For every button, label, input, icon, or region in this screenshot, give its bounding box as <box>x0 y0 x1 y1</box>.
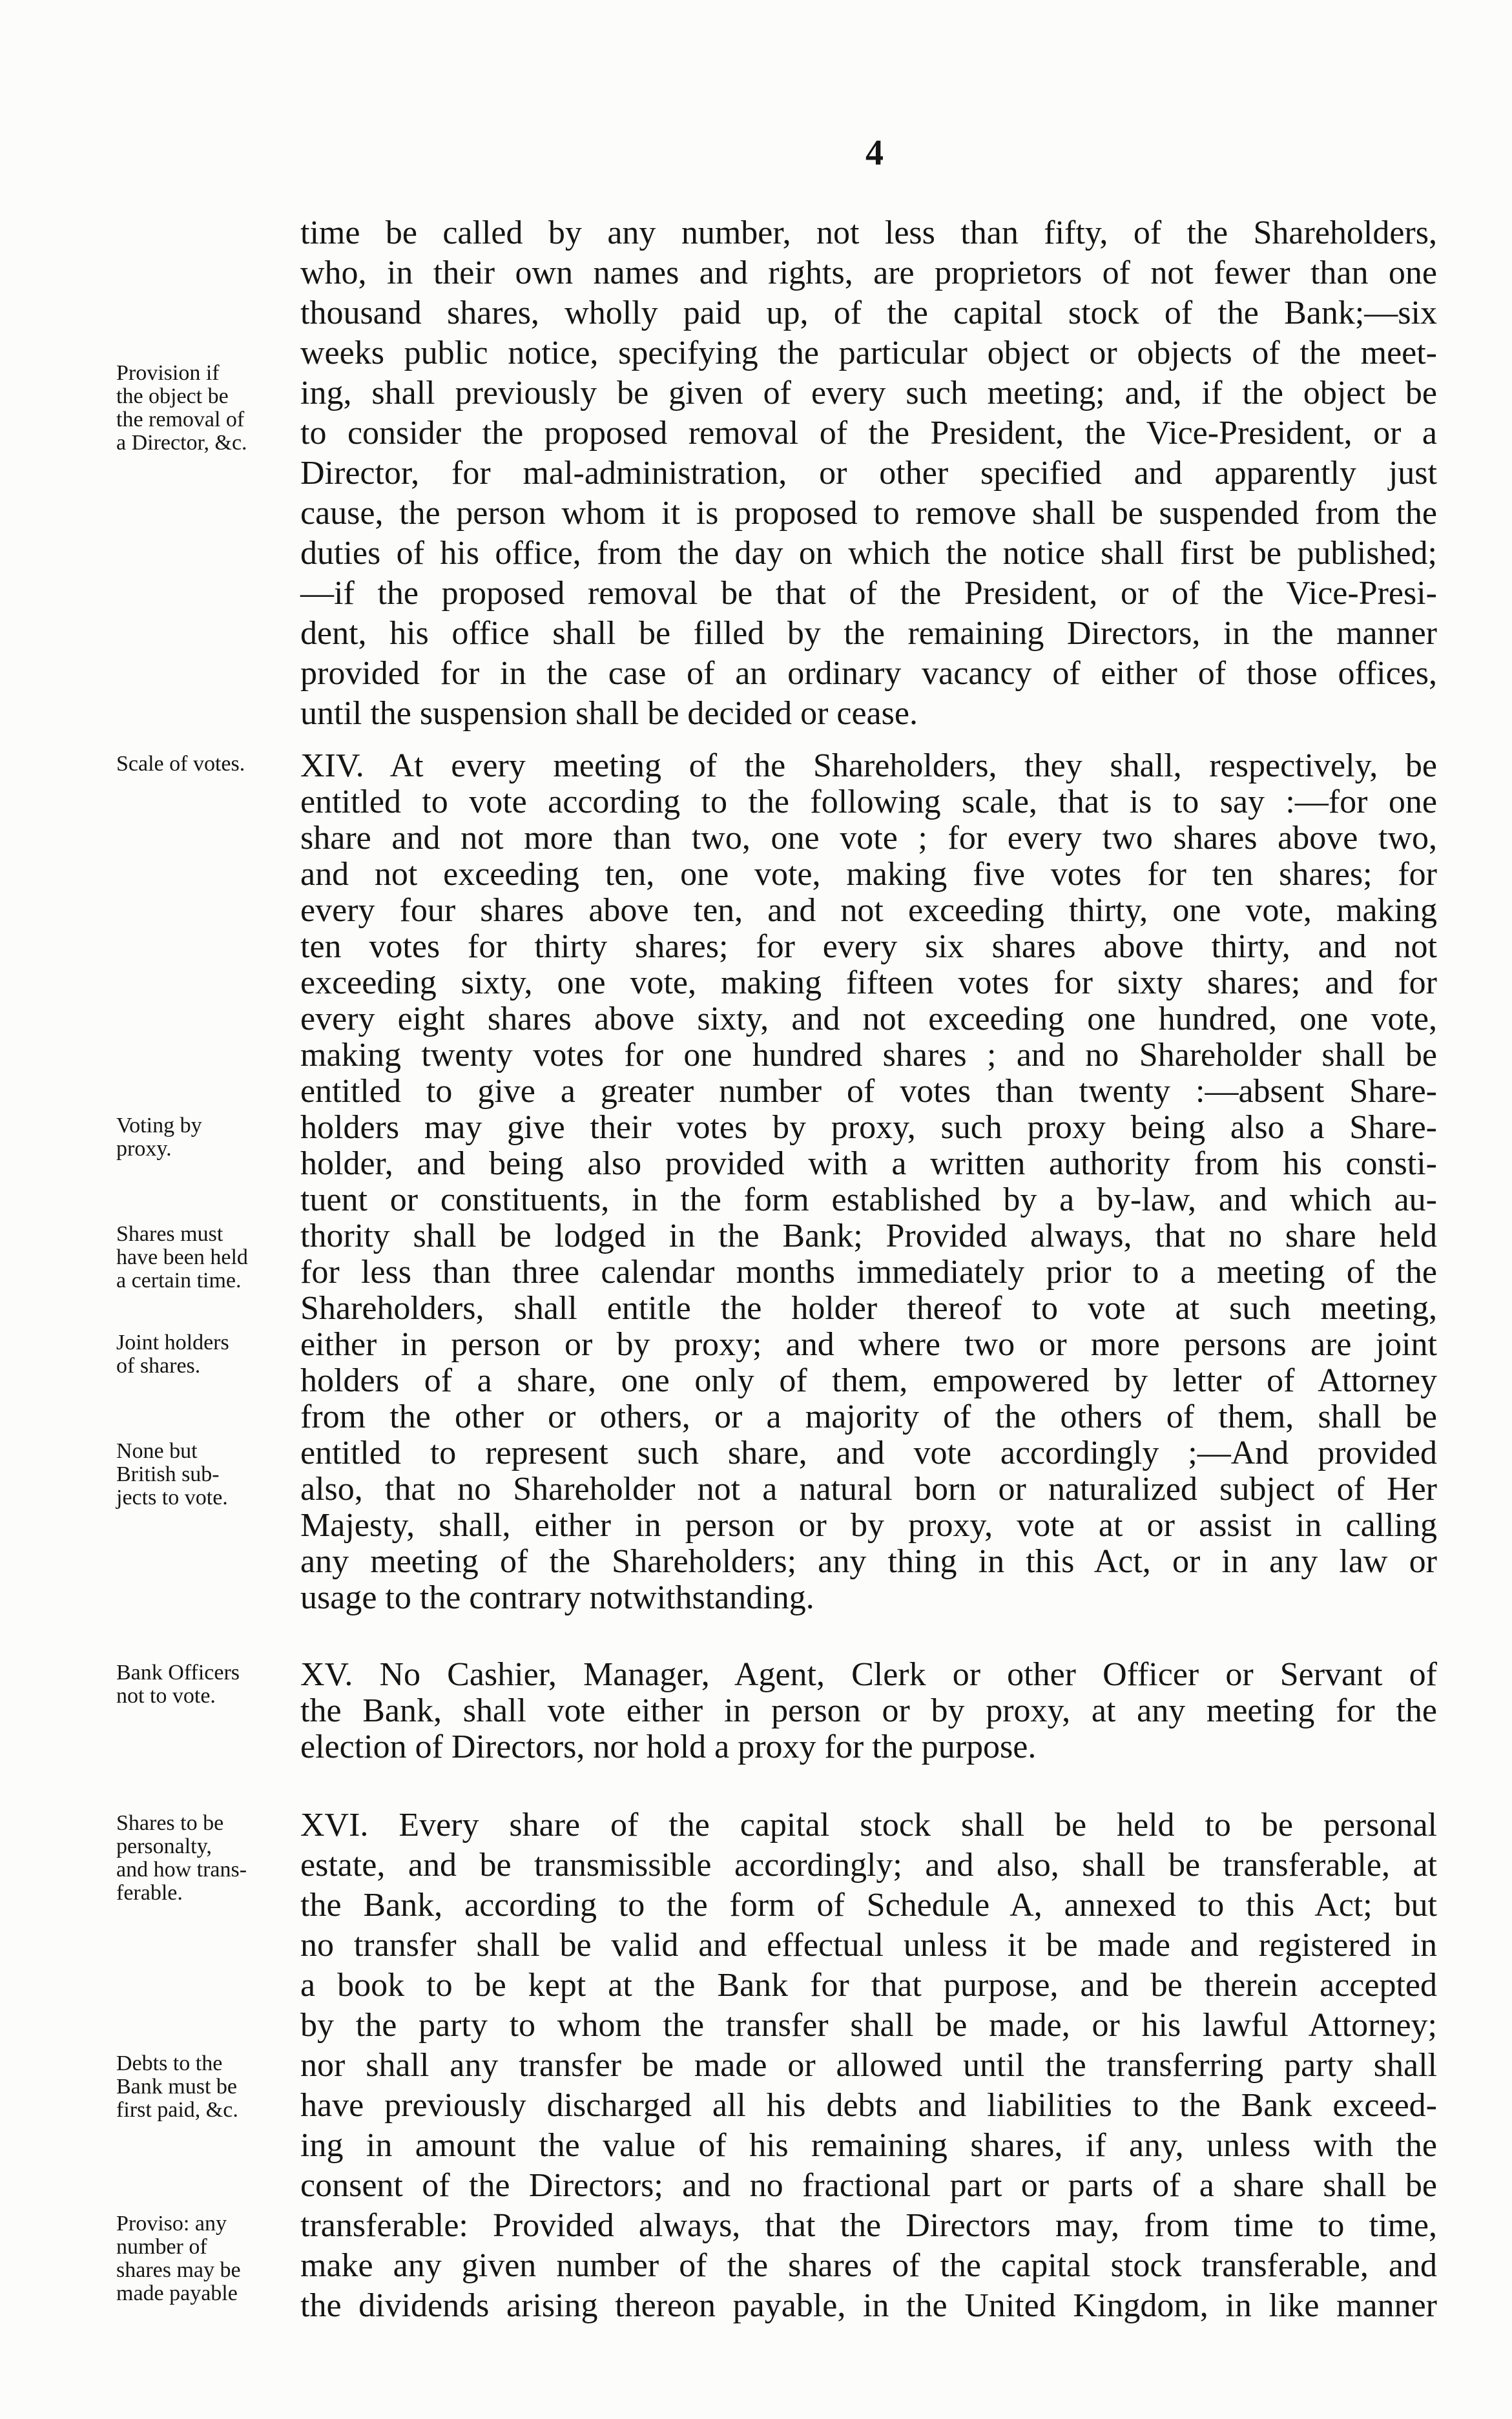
page-number: 4 <box>865 133 884 173</box>
text-line: entitled to represent such share, and vote accordingly ;—And provided <box>300 1435 1437 1471</box>
margin-note-line: ferable. <box>116 1881 183 1905</box>
text-line: the dividends arising thereon payable, in the United Kingdom, in like manner <box>300 2287 1437 2324</box>
text-line: the Bank, shall vote either in person or by proxy, at any meeting for the <box>300 1692 1437 1729</box>
text-line: to consider the proposed removal of the President, the Vice-President, or a <box>300 415 1437 452</box>
text-line: no transfer shall be valid and effectual unless it be made and registered in <box>300 1927 1437 1964</box>
text-line: and not exceeding ten, one vote, making five votes for ten shares; for <box>300 856 1437 893</box>
margin-note <box>116 1331 304 1378</box>
text-line: weeks public notice, specifying the particular object or objects of the meet- <box>300 335 1437 371</box>
text-line: exceeding sixty, one vote, making fifteen votes for sixty shares; and for <box>300 964 1437 1001</box>
text-line: entitled to vote according to the following scale, that is to say :—for one <box>300 784 1437 820</box>
margin-note-line: Voting by <box>116 1114 202 1137</box>
margin-note-line: of shares. <box>116 1354 201 1378</box>
margin-note <box>116 1812 304 1905</box>
text-line: either in person or by proxy; and where two or more persons are joint <box>300 1326 1437 1363</box>
margin-note-line: and how trans- <box>116 1858 247 1882</box>
margin-note-line: Shares to be <box>116 1811 224 1835</box>
text-line: cause, the person whom it is proposed to remove shall be suspended from the <box>300 495 1437 532</box>
margin-note-line: a certain time. <box>116 1269 242 1293</box>
margin-note-line: Debts to the <box>116 2051 223 2075</box>
text-line: entitled to give a greater number of votes than twenty :—absent Share- <box>300 1073 1437 1110</box>
text-line: ing, shall previously be given of every such meeting; and, if the object be <box>300 375 1437 411</box>
text-line: nor shall any transfer be made or allowed until the transferring party shall <box>300 2047 1437 2084</box>
text-line: XVI. Every share of the capital stock shall be held to be personal <box>300 1807 1437 1843</box>
margin-note <box>116 1223 304 1293</box>
text-line: every eight shares above sixty, and not exceeding one hundred, one vote, <box>300 1001 1437 1037</box>
text-line: make any given number of the shares of the capital stock transferable, and <box>300 2247 1437 2284</box>
text-line: until the suspension shall be decided or cease. <box>300 695 918 732</box>
margin-note-line: number of <box>116 2235 207 2259</box>
margin-note-line: the removal of <box>116 408 245 431</box>
text-line: thousand shares, wholly paid up, of the capital stock of the Bank;—six <box>300 295 1437 331</box>
text-line: share and not more than two, one vote ; for every two shares above two, <box>300 820 1437 857</box>
text-line: any meeting of the Shareholders; any thing in this Act, or in any law or <box>300 1543 1437 1580</box>
margin-note <box>116 753 304 776</box>
margin-note-line: Bank Officers <box>116 1661 240 1685</box>
text-line: also, that no Shareholder not a natural born or naturalized subject of Her <box>300 1471 1437 1508</box>
margin-note-line: personalty, <box>116 1834 212 1858</box>
margin-note-line: proxy. <box>116 1137 172 1161</box>
text-line: ten votes for thirty shares; for every six shares above thirty, and not <box>300 928 1437 965</box>
text-line: a book to be kept at the Bank for that purpose, and be therein accepted <box>300 1967 1437 2004</box>
margin-note <box>116 2212 304 2305</box>
text-line: making twenty votes for one hundred shares ; and no Shareholder shall be <box>300 1037 1437 1074</box>
margin-note <box>116 1661 304 1708</box>
text-line: provided for in the case of an ordinary vacancy of either of those offices, <box>300 655 1437 692</box>
text-line: holders of a share, one only of them, empowered by letter of Attorney <box>300 1362 1437 1399</box>
text-line: XV. No Cashier, Manager, Agent, Clerk or other Officer or Servant of <box>300 1656 1437 1693</box>
margin-note-line: British sub- <box>116 1462 220 1486</box>
text-line: duties of his office, from the day on which the notice shall first be published; <box>300 535 1437 572</box>
margin-note <box>116 362 304 455</box>
text-line: every four shares above ten, and not exceeding thirty, one vote, making <box>300 892 1437 929</box>
text-line: XIV. At every meeting of the Shareholders, they shall, respectively, be <box>300 747 1437 784</box>
text-line: estate, and be transmissible accordingly; and also, shall be transferable, at <box>300 1847 1437 1884</box>
text-line: transferable: Provided always, that the Directors may, from time to time, <box>300 2207 1437 2244</box>
margin-note-line: have been held <box>116 1245 248 1269</box>
text-line: thority shall be lodged in the Bank; Provided always, that no share held <box>300 1218 1437 1254</box>
margin-note-line: Shares must <box>116 1222 223 1246</box>
text-line: ing in amount the value of his remaining shares, if any, unless with the <box>300 2127 1437 2164</box>
margin-note-line: None but <box>116 1439 198 1463</box>
text-line: from the other or others, or a majority of the others of them, shall be <box>300 1398 1437 1435</box>
margin-note-line: Bank must be <box>116 2075 237 2099</box>
text-line: holders may give their votes by proxy, such proxy being also a Share- <box>300 1109 1437 1146</box>
margin-note-line: made payable <box>116 2281 238 2305</box>
margin-note-line: jects to vote. <box>116 1486 228 1510</box>
text-line: consent of the Directors; and no fractional part or parts of a share shall be <box>300 2167 1437 2204</box>
text-line: Director, for mal-administration, or other specified and apparently just <box>300 455 1437 492</box>
margin-note <box>116 2052 304 2122</box>
margin-note-line: Provision if <box>116 361 220 385</box>
text-line: the Bank, according to the form of Schedule A, annexed to this Act; but <box>300 1887 1437 1924</box>
text-line: election of Directors, nor hold a proxy for the purpose. <box>300 1729 1037 1765</box>
text-line: Majesty, shall, either in person or by proxy, vote at or assist in calling <box>300 1507 1437 1544</box>
text-line: have previously discharged all his debts and liabilities to the Bank exceed- <box>300 2087 1437 2124</box>
text-line: Shareholders, shall entitle the holder thereof to vote at such meeting, <box>300 1290 1437 1327</box>
text-line: —if the proposed removal be that of the President, or of the Vice-Presi- <box>300 575 1437 612</box>
text-line: holder, and being also provided with a written authority from his consti- <box>300 1145 1437 1182</box>
margin-note-line: a Director, &c. <box>116 431 247 455</box>
text-line: dent, his office shall be filled by the remaining Directors, in the manner <box>300 615 1437 652</box>
margin-note <box>116 1440 304 1510</box>
margin-note-line: not to vote. <box>116 1684 216 1708</box>
text-line: tuent or constituents, in the form established by a by-law, and which au- <box>300 1181 1437 1218</box>
margin-note-line: Scale of votes. <box>116 752 245 776</box>
margin-note-line: first paid, &c. <box>116 2098 238 2122</box>
margin-note-line: Proviso: any <box>116 2212 227 2236</box>
text-line: by the party to whom the transfer shall be made, or his lawful Attorney; <box>300 2007 1437 2044</box>
margin-note-line: shares may be <box>116 2258 241 2282</box>
margin-note-line: the object be <box>116 384 229 408</box>
margin-note-line: Joint holders <box>116 1331 229 1355</box>
text-line: usage to the contrary notwithstanding. <box>300 1579 814 1616</box>
text-line: for less than three calendar months immediately prior to a meeting of the <box>300 1254 1437 1291</box>
text-line: who, in their own names and rights, are proprietors of not fewer than one <box>300 254 1437 291</box>
text-line: time be called by any number, not less than fifty, of the Shareholders, <box>300 214 1437 251</box>
margin-note <box>116 1114 304 1161</box>
